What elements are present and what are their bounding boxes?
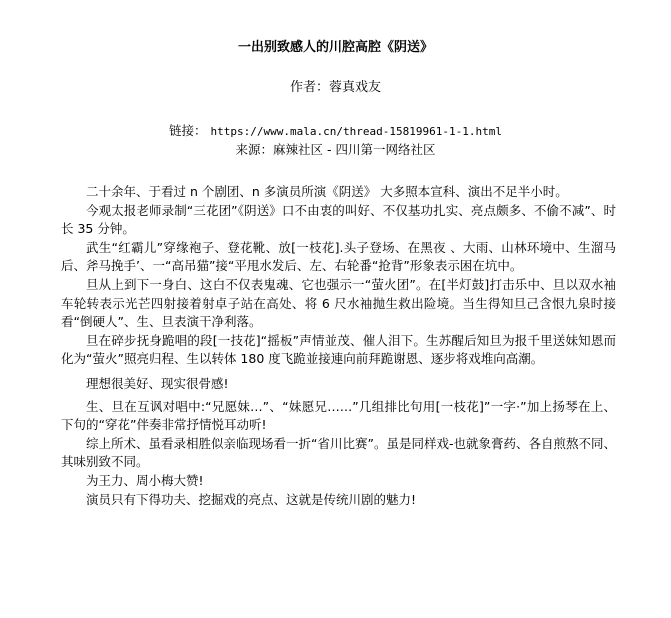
source-url[interactable]: https://www.mala.cn/thread-15819961-1-1.html [210,125,502,138]
source-line [0,141,671,159]
paragraph: 生、旦在互讽对唱中:“兄愿妹…”、“妹愿兄……”几组排比句用[一枝花]”一字·”加上扬琴在上、下句的“穿花”伴奏非常抒情悦耳动听! [61,398,616,433]
paragraph: 二十余年、于看过 n 个剧团、n 多演员所演《阴送》 大多照本宣科、演出不足半小时。 [86,184,568,199]
source-name: 麻辣社区 - 四川第一网络社区 [273,142,436,157]
document-title: 一出别致感人的川腔高腔《阴送》 [237,40,433,55]
link-line [0,122,671,141]
author-line [0,79,671,97]
paragraph: 为王力、周小梅大赞! [86,472,204,488]
source-label: 来源： [235,142,274,157]
link-label: 链接： [169,123,207,138]
paragraph: 理想很美好、现实很骨感! [86,375,229,391]
article-body [61,183,616,509]
author-label: 作者： [289,80,329,95]
paragraph: 今观太报老师录制“三花团”《阴送》口不由衷的叫好、不仅基功扎实、亮点颇多、不偷不减”、时长 35 分钟。 [61,202,616,237]
paragraph: 旦在碎步抚身跪唱的段[一技花]“摇板”声情並茂、催人泪下。生苏醒后知旦为报千里送妹知恩而化为“萤火”照亮归程、生以转体 180 度飞跪並接連向前拜跪谢恩、逐步将戏堆向高潮。 [61,332,616,367]
author-name: 蓉真戏友 [329,80,382,95]
paragraph: 综上所术、虽看录相胜似亲临现场看一折“省川比赛”。虽是同样戏-也就象膏药、各自煎熬不同、其味别致不同。 [61,435,616,470]
paragraph: 武生“红霸儿”穿缘袍子、登花靴、放[一枝花].头子登场、在黑夜 、大雨、山林环境中、生溜马后、斧马挽手’、一“高吊猫”接“平甩水发后、左、右轮番“抢背”形象表示困在坑中。 [61,239,616,274]
paragraph: 旦从上到下一身白、这白不仅表鬼魂、它也强示一“萤火团”。在[半灯鼓]打击乐中、旦以双水袖车轮转表示光芒四射接着射卓子站在高处、将 6 尺水袖抛生救出险境。当生得知旦己含恨九泉时接看“倒硬人”、生、旦表演干净利落。 [61,276,616,330]
paragraph: 演员只有下得功夫、挖掘戏的亮点、这就是传统川剧的魅力! [86,491,417,507]
